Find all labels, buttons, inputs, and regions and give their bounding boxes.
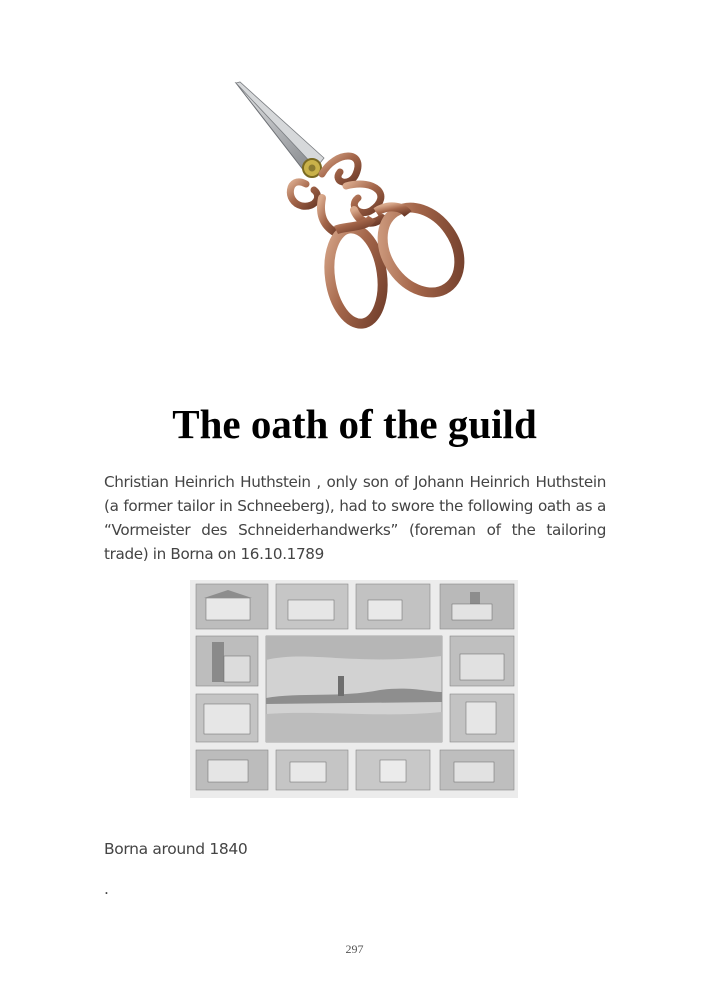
figure-caption: Borna around 1840 <box>104 840 248 858</box>
scissors-icon <box>226 78 468 330</box>
engraving-image <box>190 580 518 798</box>
intro-paragraph: Christian Heinrich Huthstein , only son of Johann Heinrich Huthstein (a former tailor in Schneeberg), had to swore the following oath as a “Vormeister des Schneiderhandwerks” (foreman of the tailoring trade) in Borna on 16.10.1789 <box>104 473 606 563</box>
trailing-mark: . <box>104 880 109 898</box>
page-number: 297 <box>345 942 364 956</box>
page-title: The oath of the guild <box>172 401 537 447</box>
